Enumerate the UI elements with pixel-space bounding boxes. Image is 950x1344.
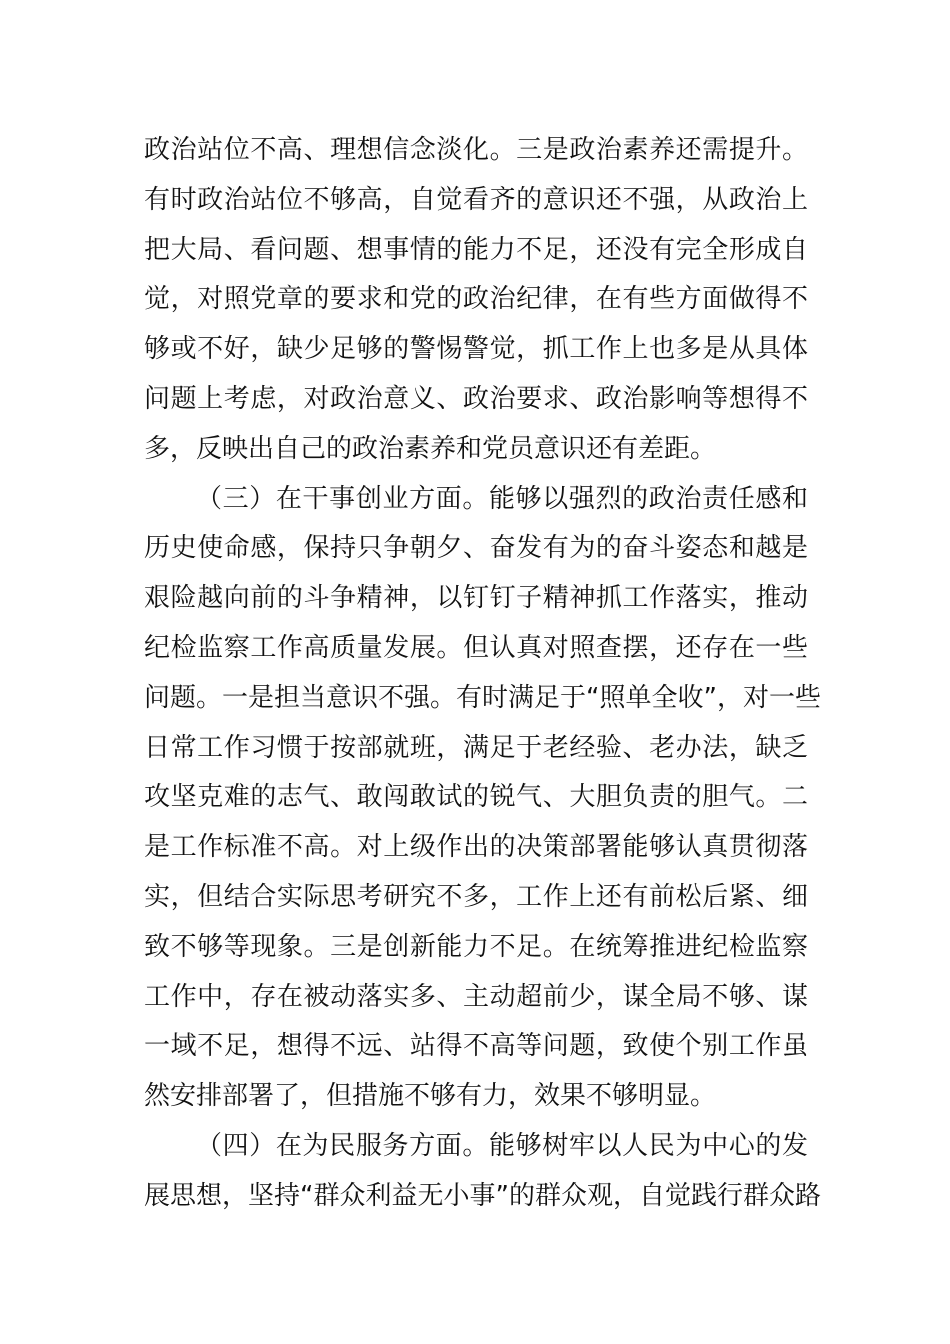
text-line: 展思想，坚持“群众利益无小事”的群众观，自觉践行群众路 bbox=[144, 1180, 821, 1211]
text-line: 攻坚克难的志气、敢闯敢试的锐气、大胆负责的胆气。二 bbox=[144, 782, 808, 813]
text-line: 把大局、看问题、想事情的能力不足，还没有完全形成自 bbox=[144, 234, 808, 265]
text-line: 一域不足，想得不远、站得不高等问题，致使个别工作虽 bbox=[144, 1031, 808, 1062]
text-line: 够或不好，缺少足够的警惕警觉，抓工作上也多是从具体 bbox=[144, 334, 808, 365]
text-line: 历史使命感，保持只争朝夕、奋发有为的奋斗姿态和越是 bbox=[144, 533, 808, 564]
text-line: 是工作标准不高。对上级作出的决策部署能够认真贯彻落 bbox=[144, 832, 808, 863]
text-line: 多，反映出自己的政治素养和党员意识还有差距。 bbox=[144, 433, 717, 464]
text-line: 有时政治站位不够高，自觉看齐的意识还不强，从政治上 bbox=[144, 184, 808, 215]
text-line: 日常工作习惯于按部就班，满足于老经验、老办法，缺乏 bbox=[144, 732, 808, 763]
text-line: 艰险越向前的斗争精神，以钉钉子精神抓工作落实，推动 bbox=[144, 583, 808, 614]
text-line: 致不够等现象。三是创新能力不足。在统筹推进纪检监察 bbox=[144, 931, 808, 962]
text-line: 然安排部署了，但措施不够有力，效果不够明显。 bbox=[144, 1081, 717, 1112]
text-line: 政治站位不高、理想信念淡化。三是政治素养还需提升。 bbox=[144, 135, 808, 165]
text-line: 工作中，存在被动落实多、主动超前少，谋全局不够、谋 bbox=[144, 981, 808, 1012]
section-heading-line: （三）在干事创业方面。能够以强烈的政治责任感和 bbox=[196, 483, 808, 514]
text-line: 问题上考虑，对政治意义、政治要求、政治影响等想得不 bbox=[144, 383, 808, 414]
section-heading-line: （四）在为民服务方面。能够树牢以人民为中心的发 bbox=[196, 1130, 808, 1161]
text-line: 实，但结合实际思考研究不多，工作上还有前松后紧、细 bbox=[144, 881, 808, 912]
text-line: 纪检监察工作高质量发展。但认真对照查摆，还存在一些 bbox=[144, 632, 808, 663]
text-line: 问题。一是担当意识不强。有时满足于“照单全收”，对一些 bbox=[144, 682, 821, 713]
document-body bbox=[144, 126, 821, 1222]
text-line: 觉，对照党章的要求和党的政治纪律，在有些方面做得不 bbox=[144, 284, 808, 315]
